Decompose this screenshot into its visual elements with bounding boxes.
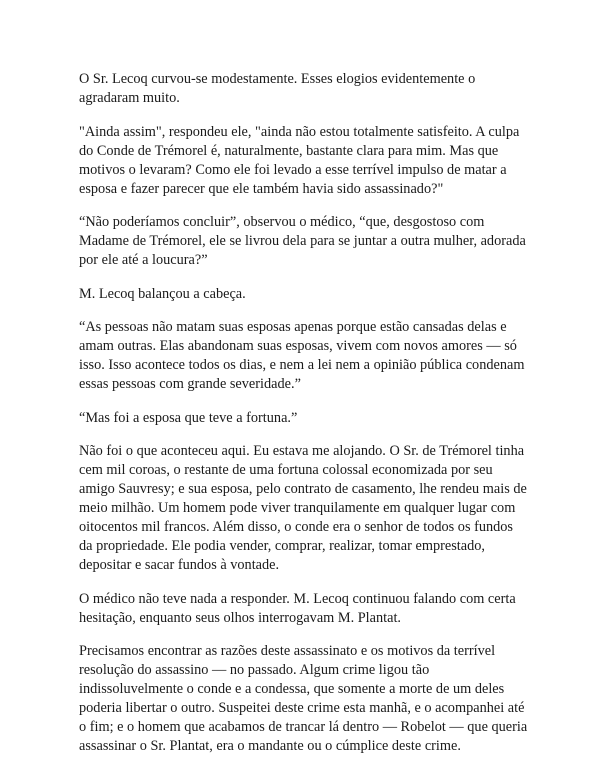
document-page — [79, 70, 529, 771]
paragraph-5: “As pessoas não matam suas esposas apenas porque estão cansadas delas e amam outras. Elas abandonam suas esposas, vivem com novos amores — só isso. Isso acontece todos os dias, e nem a lei nem a opinião pública condenam essas pessoas com grande severidade.” — [79, 319, 525, 392]
paragraph-4: M. Lecoq balançou a cabeça. — [79, 285, 246, 302]
paragraph-3: “Não poderíamos concluir”, observou o médico, “que, desgostoso com Madame de Trémorel, ele se livrou dela para se juntar a outra mulher, adorada por ele até a loucura?” — [79, 214, 526, 268]
paragraph-7: Não foi o que aconteceu aqui. Eu estava me alojando. O Sr. de Trémorel tinha cem mil coroas, o restante de uma fortuna colossal economizada por seu amigo Sauvresy; e sua esposa, pelo contrato de casamento, lhe rendeu mais de meio milhão. Um homem pode viver tranquilamente em qualquer lugar com oitocentos mil francos. Além disso, o conde era o senhor de todos os fundos da propriedade. Ele podia vender, comprar, realizar, tomar emprestado, depositar e sacar fundos à vontade. — [79, 443, 527, 573]
paragraph-6: “Mas foi a esposa que teve a fortuna.” — [79, 409, 298, 426]
paragraph-1: O Sr. Lecoq curvou-se modestamente. Esses elogios evidentemente o agradaram muito. — [79, 71, 476, 106]
paragraph-2: "Ainda assim", respondeu ele, "ainda não estou totalmente satisfeito. A culpa do Conde de Trémorel é, naturalmente, bastante clara para mim. Mas que motivos o levaram? Como ele foi levado a esse terrível impulso de matar a esposa e fazer parecer que ele também havia sido assassinado?" — [79, 123, 520, 197]
paragraph-8: O médico não teve nada a responder. M. Lecoq continuou falando com certa hesitação, enquanto seus olhos interrogavam M. Plantat. — [79, 590, 516, 626]
paragraph-9: Precisamos encontrar as razões deste assassinato e os motivos da terrível resolução do assassino — no passado. Algum crime ligou tão indissoluvelmente o conde e a condessa, que somente a morte de um deles poderia libertar o outro. Suspeitei deste crime esta manhã, e o acompanhei até o fim; e o homem que acabamos de trancar lá dentro — Robelot — que queria assassinar o Sr. Plantat, era o mandante ou o cúmplice deste crime. — [79, 643, 528, 754]
